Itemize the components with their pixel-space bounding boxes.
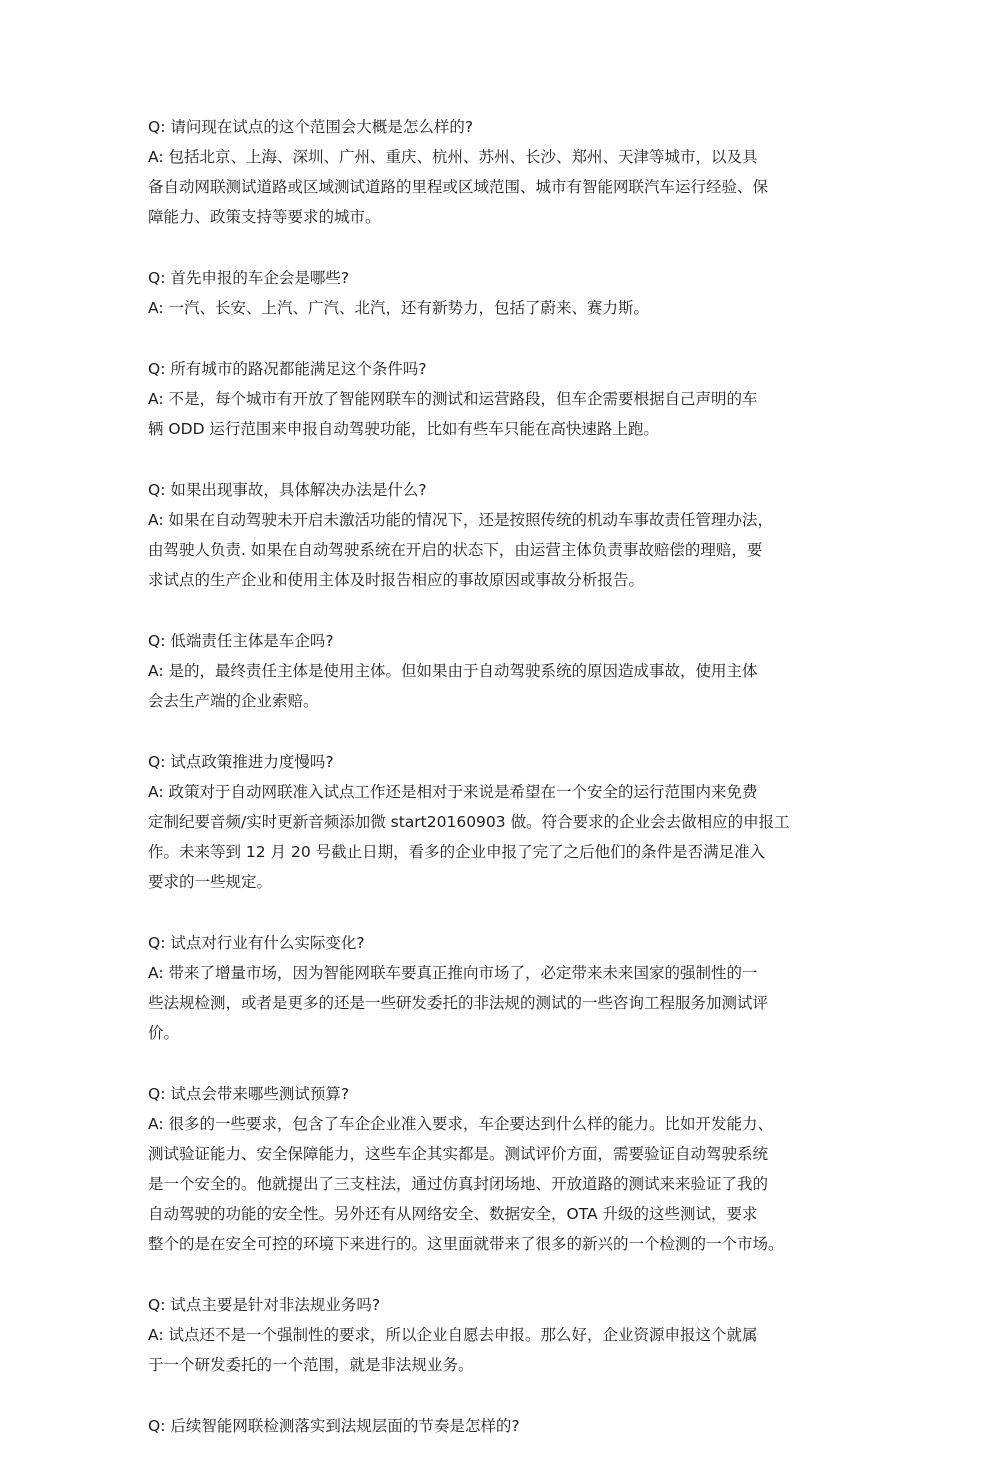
answer-line: A: 政策对于自动网联准入试点工作还是相对于来说是希望在一个安全的运行范围内来免费 [148, 783, 758, 801]
answer-line: 辆 ODD 运行范围来申报自动驾驶功能，比如有些车只能在高快速路上跑。 [148, 420, 659, 438]
answer-line: 于一个研发委托的一个范围，就是非法规业务。 [148, 1356, 474, 1374]
question: Q: 所有城市的路况都能满足这个条件吗? [148, 360, 427, 378]
answer-line: 是一个安全的。他就提出了三支柱法，通过仿真封闭场地、开放道路的测试来来验证了我的 [148, 1175, 769, 1193]
qa-item [148, 747, 848, 897]
qa-item [148, 475, 848, 595]
question: Q: 请问现在试点的这个范围会大概是怎么样的? [148, 118, 474, 136]
answer [148, 777, 848, 897]
qa-item [148, 626, 848, 716]
question: Q: 如果出现事故，具体解决办法是什么? [148, 481, 427, 499]
answer-line: 价。 [148, 1024, 180, 1042]
qa-item [148, 928, 848, 1048]
question: Q: 试点主要是针对非法规业务吗? [148, 1296, 381, 1314]
answer-line: A: 一汽、长安、上汽、广汽、北汽，还有新势力，包括了蔚来、赛力斯。 [148, 299, 649, 317]
answer-line: 求试点的生产企业和使用主体及时报告相应的事故原因或事故分析报告。 [148, 571, 645, 589]
question: Q: 试点对行业有什么实际变化? [148, 934, 365, 952]
answer-line: 作。未来等到 12 月 20 号截止日期，看多的企业申报了完了之后他们的条件是否满足准入 [148, 843, 766, 861]
answer-line: 测试验证能力、安全保障能力，这些车企其实都是。测试评价方面，需要验证自动驾驶系统 [148, 1145, 769, 1163]
answer [148, 1109, 848, 1259]
answer [148, 505, 848, 595]
qa-item [148, 112, 848, 232]
answer-line: A: 试点还不是一个强制性的要求，所以企业自愿去申报。那么好，企业资源申报这个就属 [148, 1326, 758, 1344]
answer [148, 384, 848, 444]
answer-line: 障能力、政策支持等要求的城市。 [148, 208, 381, 226]
qa-item [148, 354, 848, 444]
answer [148, 656, 848, 716]
question: Q: 低端责任主体是车企吗? [148, 632, 334, 650]
answer [148, 142, 848, 232]
answer-line: A: 很多的一些要求，包含了车企企业准入要求，车企要达到什么样的能力。比如开发能力、 [148, 1115, 773, 1133]
answer-line: 些法规检测，或者是更多的还是一些研发委托的非法规的测试的一些咨询工程服务加测试评 [148, 994, 769, 1012]
answer-line: 要求的一些规定。 [148, 873, 273, 891]
answer [148, 293, 848, 323]
answer-line: A: 如果在自动驾驶未开启未激活功能的情况下，还是按照传统的机动车事故责任管理办法， [148, 511, 773, 529]
question: Q: 试点政策推进力度慢吗? [148, 753, 334, 771]
qa-list [148, 112, 848, 1472]
answer-line: A: 不是，每个城市有开放了智能网联车的测试和运营路段，但车企需要根据自己声明的车 [148, 390, 758, 408]
question: Q: 首先申报的车企会是哪些? [148, 269, 350, 287]
qa-item [148, 263, 848, 323]
answer [148, 1320, 848, 1380]
question: Q: 后续智能网联检测落实到法规层面的节奏是怎样的? [148, 1417, 520, 1435]
question: Q: 试点会带来哪些测试预算? [148, 1085, 350, 1103]
qa-item [148, 1411, 848, 1441]
answer-line: 由驾驶人负责. 如果在自动驾驶系统在开启的状态下，由运营主体负责事故赔偿的理赔，要 [148, 541, 763, 559]
answer-line: 定制纪要音频/实时更新音频添加微 start20160903 做。符合要求的企业会去做相应的申报工 [148, 813, 790, 831]
answer-line: 自动驾驶的功能的安全性。另外还有从网络安全、数据安全，OTA 升级的这些测试，要求 [148, 1205, 758, 1223]
answer-line: A: 带来了增量市场，因为智能网联车要真正推向市场了，必定带来未来国家的强制性的一 [148, 964, 758, 982]
answer-line: 备自动网联测试道路或区域测试道路的里程或区域范围、城市有智能网联汽车运行经验、保 [148, 178, 769, 196]
qa-item [148, 1290, 848, 1380]
answer-line: 会去生产端的企业索赔。 [148, 692, 319, 710]
answer-line: A: 包括北京、上海、深圳、广州、重庆、杭州、苏州、长沙、郑州、天津等城市，以及具 [148, 148, 758, 166]
answer [148, 958, 848, 1048]
answer-line: 整个的是在安全可控的环境下来进行的。这里面就带来了很多的新兴的一个检测的一个市场。 [148, 1235, 784, 1253]
qa-item [148, 1079, 848, 1259]
answer-line: A: 是的，最终责任主体是使用主体。但如果由于自动驾驶系统的原因造成事故，使用主体 [148, 662, 758, 680]
